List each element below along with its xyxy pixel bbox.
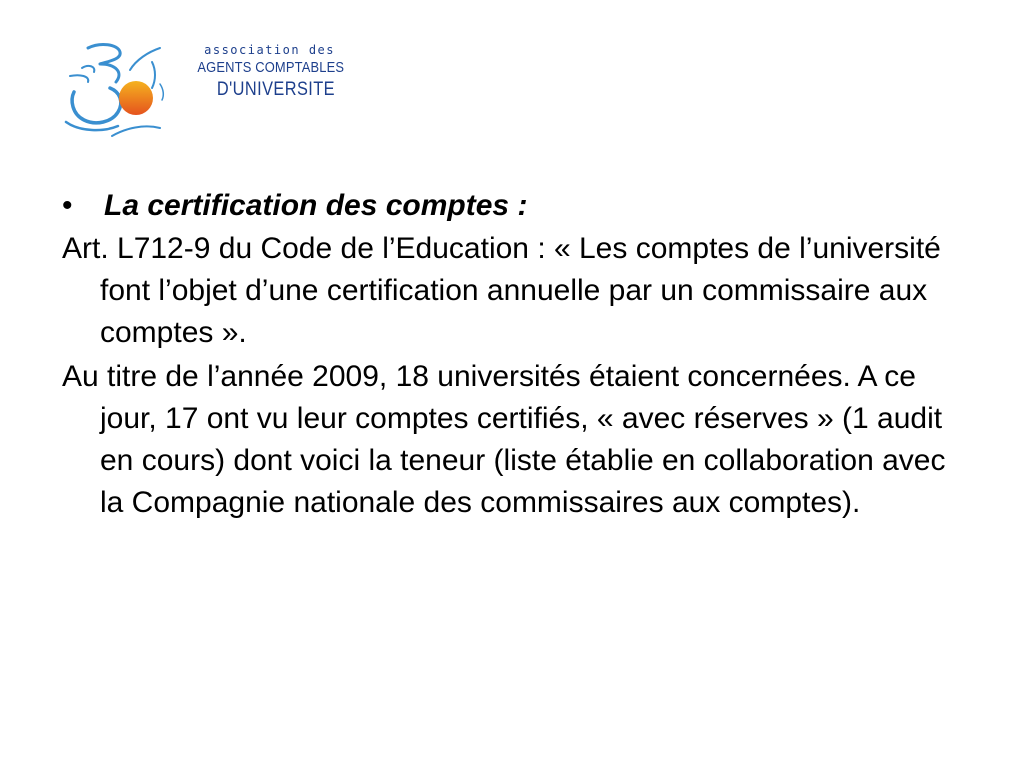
logo-line-universite: D'UNIVERSITE — [216, 79, 335, 100]
logo-line-agents-comptables: AGENTS COMPTABLES — [197, 59, 345, 76]
logo-emblem-icon — [60, 40, 180, 145]
association-logo — [60, 40, 345, 145]
bullet-heading — [62, 185, 967, 227]
heading-text: La certification des comptes : — [104, 189, 528, 222]
paragraph-annee-2009: Au titre de l’année 2009, 18 universités étaient concernées. A ce jour, 17 ont vu leur comptes certifiés, « avec réserves » (1 audit en cours) dont voici la teneur (liste établie en collaboration avec la Compagnie nationale des commissaires aux comptes). — [62, 360, 946, 519]
bullet-icon: • — [62, 189, 73, 222]
paragraph-article: Art. L712-9 du Code de l’Education : « Les comptes de l’université font l’objet d’une certification annuelle par un commissaire aux comptes ». — [62, 232, 941, 349]
logo-line-association: association des — [204, 43, 335, 57]
slide-body — [62, 185, 967, 526]
